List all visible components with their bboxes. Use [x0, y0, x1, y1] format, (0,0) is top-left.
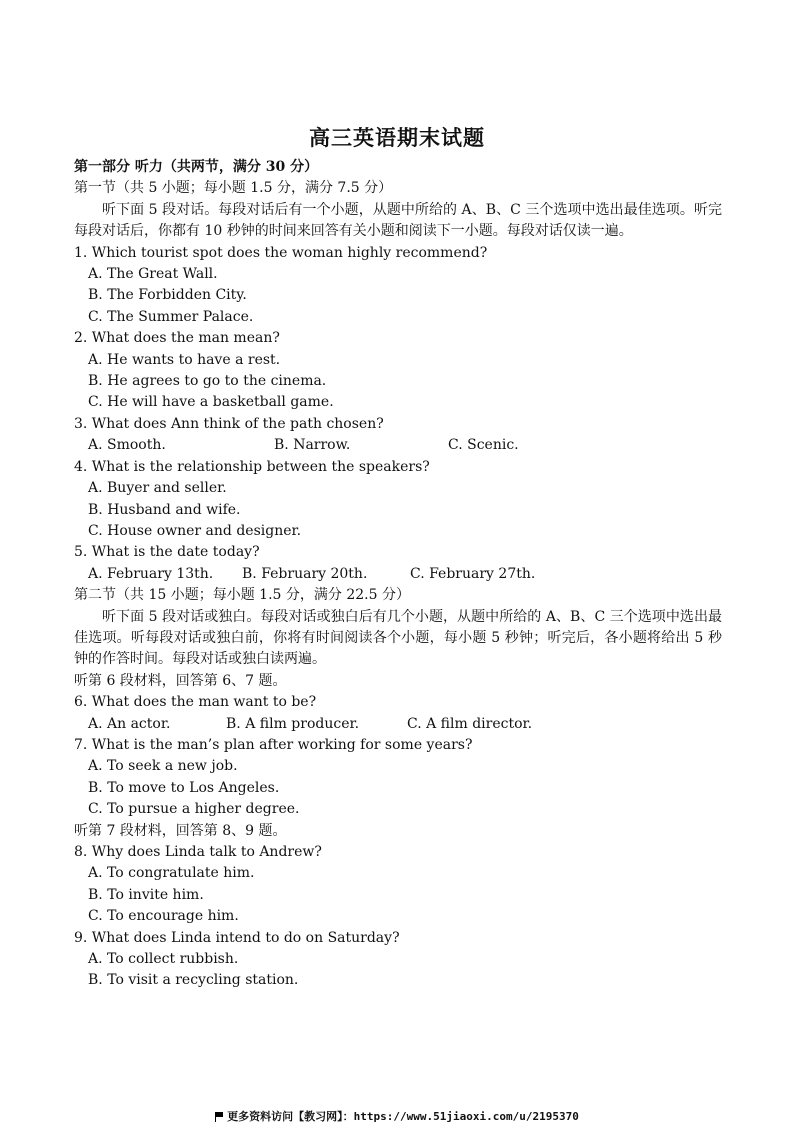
question-5-stem: 5. What is the date today?	[74, 544, 260, 561]
question-3-options	[74, 435, 722, 456]
question-6-option-a: A. An actor.	[88, 715, 171, 732]
question-9-option-a: A. To collect rubbish.	[88, 951, 239, 968]
section2-heading: 第二节（共 15 小题；每小题 1.5 分，满分 22.5 分）	[74, 587, 410, 604]
footer-link[interactable]: 更多资料访问【教习网】：https://www.51jiaoxi.com/u/2195370	[227, 1110, 579, 1123]
question-5-option-a: A. February 13th.	[88, 565, 214, 582]
question-2-option-b: B. He agrees to go to the cinema.	[88, 373, 327, 390]
question-2-option-a: A. He wants to have a rest.	[88, 351, 281, 368]
question-4-option-b: B. Husband and wife.	[88, 501, 241, 518]
question-9-option-b: B. To visit a recycling station.	[88, 972, 299, 989]
question-1-option-c: C. The Summer Palace.	[88, 308, 254, 325]
flag-icon	[215, 1112, 224, 1121]
section1-instructions: 听下面 5 段对话。每段对话后有一个小题，从题中所给的 A、B、C 三个选项中选出最佳选项。听完每段对话后，你都有 10 秒钟的时间来回答有关小题和阅读下一小题。每段对话仅读一遍。	[74, 201, 722, 240]
exam-body	[74, 157, 722, 992]
question-4-option-a: A. Buyer and seller.	[88, 480, 227, 497]
question-1-option-b: B. The Forbidden City.	[88, 287, 247, 304]
question-8-option-c: C. To encourage him.	[88, 908, 239, 925]
question-8-stem: 8. Why does Linda talk to Andrew?	[74, 844, 322, 860]
material-6-note: 听第 6 段材料，回答第 6、7 题。	[74, 672, 287, 689]
question-8-option-a: A. To congratulate him.	[88, 865, 255, 882]
question-8-option-b: B. To invite him.	[88, 886, 204, 903]
question-2-option-c: C. He will have a basketball game.	[88, 394, 334, 411]
page-title: 高三英语期末试题	[309, 125, 485, 150]
material-7-note: 听第 7 段材料，回答第 8、9 题。	[74, 822, 287, 839]
question-1-stem: 1. Which tourist spot does the woman highly recommend?	[74, 244, 488, 261]
question-7-option-c: C. To pursue a higher degree.	[88, 801, 300, 818]
question-5-options	[74, 564, 722, 585]
part1-heading: 第一部分 听力（共两节，满分 30 分）	[74, 159, 319, 175]
section2-instructions: 听下面 5 段对话或独白。每段对话或独白后有几个小题，从题中所给的 A、B、C 三个选项中选出最佳选项。听每段对话或独白前，你将有时间阅读各个小题，每小题 5 秒钟；听完后，各小题将给出 5 秒钟的作答时间。每段对话或独白读两遍。	[74, 608, 722, 668]
question-5-option-b: B. February 20th.	[242, 565, 368, 582]
question-4-stem: 4. What is the relationship between the speakers?	[74, 458, 430, 475]
question-4-option-c: C. House owner and designer.	[88, 522, 302, 539]
question-3-option-c: C. Scenic.	[448, 437, 519, 454]
question-3-stem: 3. What does Ann think of the path chosen?	[74, 415, 384, 432]
question-6-stem: 6. What does the man want to be?	[74, 694, 317, 711]
section1-heading: 第一节（共 5 小题；每小题 1.5 分，满分 7.5 分）	[74, 180, 393, 197]
question-6-options	[74, 714, 722, 735]
footer	[0, 1108, 794, 1124]
question-7-option-b: B. To move to Los Angeles.	[88, 779, 280, 796]
question-5-option-c: C. February 27th.	[410, 565, 536, 582]
question-3-option-a: A. Smooth.	[88, 437, 166, 454]
question-7-option-a: A. To seek a new job.	[88, 758, 238, 775]
question-7-stem: 7. What is the man’s plan after working for some years?	[74, 736, 473, 753]
question-9-stem: 9. What does Linda intend to do on Saturday?	[74, 929, 400, 946]
question-6-option-c: C. A film director.	[407, 715, 533, 732]
question-6-option-b: B. A film producer.	[226, 715, 360, 732]
question-2-stem: 2. What does the man mean?	[74, 330, 280, 347]
question-3-option-b: B. Narrow.	[274, 437, 351, 454]
question-1-option-a: A. The Great Wall.	[88, 266, 218, 283]
